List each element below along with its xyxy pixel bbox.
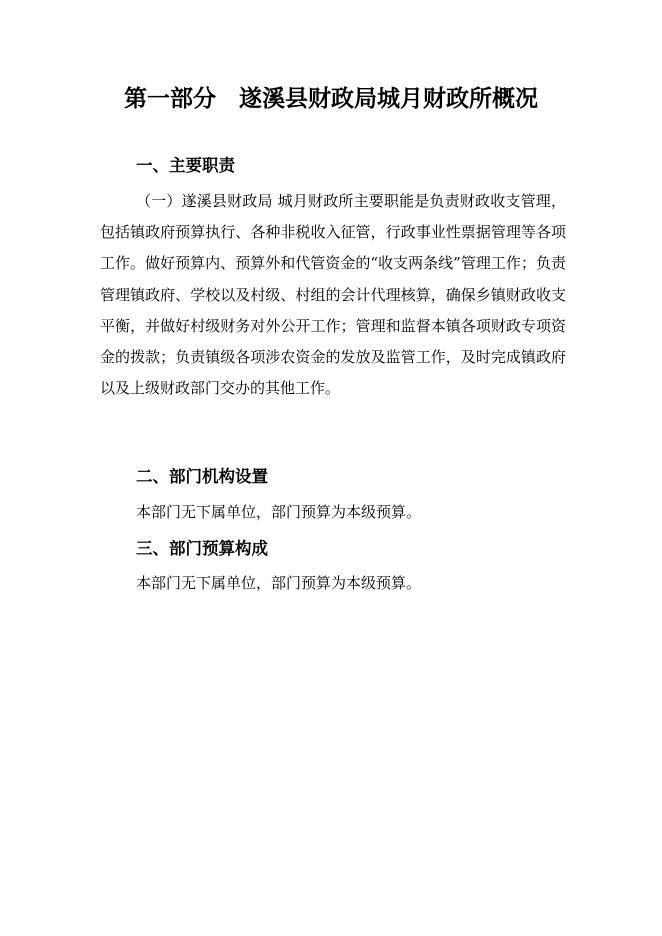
section-paragraph-department-structure: 本部门无下属单位，部门预算为本级预算。	[136, 503, 422, 521]
section-paragraph-budget-composition: 本部门无下属单位，部门预算为本级预算。	[136, 574, 422, 592]
section-heading-department-structure: 二、部门机构设置	[136, 467, 268, 486]
section-paragraph-main-duties: （一）遂溪县财政局 城月财政所主要职能是负责财政收支管理，包括镇政府预算执行、各种非税收入征管，行政事业性票据管理等各项工作。做好预算内、预算外和代管资金的“收支两条线”管理工作；负责管理镇政府、学校以及村级、村组的会计代理核算，确保乡镇财政收支平衡，并做好村级财务对外公开工作；管理和监督本镇各项财政专项资金的拨款；负责镇级各项涉农资金的发放及监管工作，及时完成镇政府以及上级财政部门交办的其他工作。	[100, 192, 566, 398]
section-heading-main-duties: 一、主要职责	[136, 156, 235, 175]
page-title: 第一部分 遂溪县财政局城月财政所概况	[124, 86, 538, 112]
section-heading-budget-composition: 三、部门预算构成	[136, 539, 268, 558]
